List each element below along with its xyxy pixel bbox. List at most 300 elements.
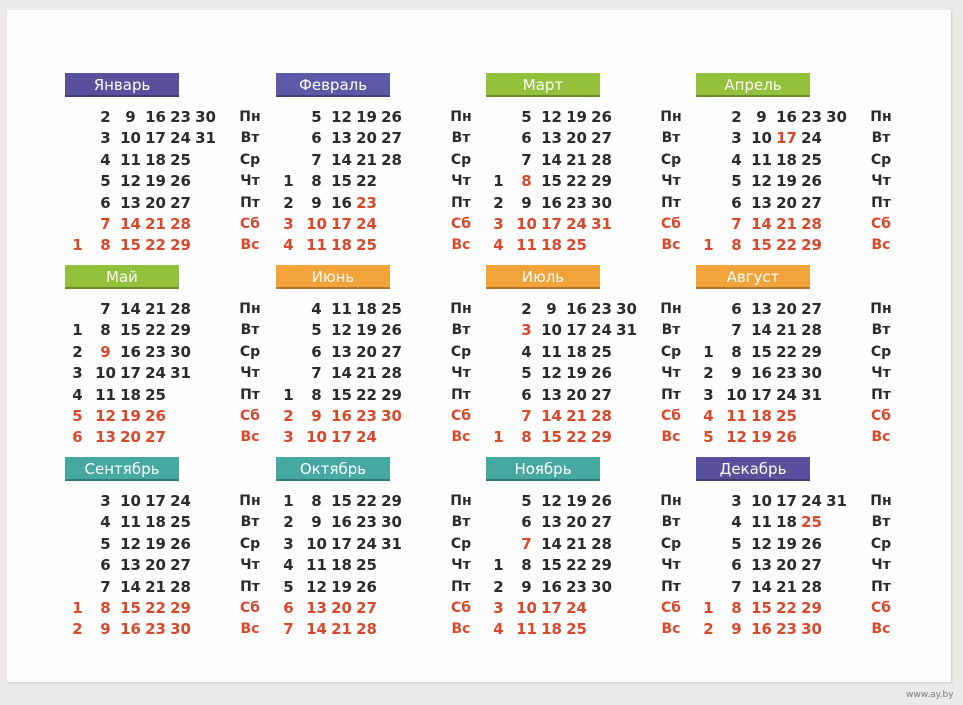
- day-cell: 20: [120, 428, 141, 447]
- day-cell: 12: [751, 172, 772, 191]
- day-cell: 2: [731, 108, 742, 126]
- day-cell: 11: [516, 620, 537, 639]
- weekday-label: Пт: [240, 386, 260, 403]
- day-cell: 12: [306, 577, 327, 596]
- day-cell: 27: [801, 556, 822, 575]
- day-cell: 7: [731, 215, 742, 233]
- day-cell: 6: [100, 193, 111, 212]
- day-cell: 21: [145, 300, 166, 318]
- day-cell: 25: [801, 150, 822, 169]
- day-cell: 22: [356, 492, 377, 510]
- weekday-row: [696, 319, 907, 341]
- weekday-label: Вт: [240, 130, 260, 147]
- weekday-row: [65, 490, 276, 512]
- day-cell: 16: [751, 620, 772, 639]
- weekday-label: Вс: [871, 429, 891, 446]
- weekday-row: [276, 341, 487, 363]
- day-cell: 3: [731, 492, 742, 510]
- day-cell: 17: [145, 129, 166, 148]
- day-cell: 12: [120, 534, 141, 553]
- weekday-label: Ср: [660, 343, 682, 360]
- day-cell: 15: [541, 172, 562, 191]
- day-cell: 27: [381, 342, 402, 361]
- weekday-label: Ср: [870, 151, 892, 168]
- day-cell: 11: [120, 150, 141, 169]
- weekday-row: [276, 127, 487, 149]
- month-header: Март: [486, 73, 600, 97]
- day-cell: 29: [170, 236, 191, 255]
- weekday-row: [696, 106, 907, 128]
- weekday-label: Ср: [239, 343, 261, 360]
- day-cell: 8: [521, 172, 532, 191]
- weekday-label: Сб: [239, 216, 261, 232]
- day-cell: 4: [731, 150, 742, 169]
- day-cell: 14: [120, 215, 141, 233]
- weekday-label: Пн: [239, 493, 261, 509]
- month-header: Февраль: [276, 73, 390, 97]
- day-cell: 21: [145, 577, 166, 596]
- day-cell: 17: [541, 599, 562, 617]
- day-cell: 9: [546, 300, 557, 318]
- weekday-row: [486, 106, 697, 128]
- day-cell: 1: [493, 428, 504, 447]
- weekday-row: [696, 127, 907, 149]
- day-cell: 14: [751, 321, 772, 340]
- day-cell: 2: [283, 193, 294, 212]
- weekday-row: [696, 362, 907, 384]
- weekday-label: Ср: [870, 343, 892, 360]
- weekday-label: Пт: [661, 578, 681, 595]
- day-cell: 15: [331, 492, 352, 510]
- weekday-label: Вт: [871, 514, 891, 531]
- day-cell: 9: [125, 108, 136, 126]
- day-cell: 1: [283, 172, 294, 191]
- day-cell: 28: [381, 364, 402, 383]
- weekday-label: Вс: [451, 237, 471, 254]
- month-header: Август: [696, 265, 810, 289]
- day-cell: 17: [120, 364, 141, 383]
- weekday-row: [486, 362, 697, 384]
- day-cell: 17: [331, 428, 352, 447]
- weekday-label: Сб: [450, 600, 472, 616]
- month-11: [486, 457, 697, 642]
- day-cell: 18: [145, 513, 166, 532]
- weekday-label: Пн: [450, 109, 472, 125]
- day-cell: 29: [801, 236, 822, 255]
- month-8: [696, 265, 907, 450]
- weekday-row: [696, 554, 907, 576]
- day-cell: 29: [801, 599, 822, 617]
- day-cell: 16: [120, 342, 141, 361]
- day-cell: 17: [776, 492, 797, 510]
- day-cell: 13: [306, 599, 327, 617]
- weekday-row: [696, 618, 907, 640]
- day-cell: 18: [356, 300, 377, 318]
- day-cell: 31: [195, 129, 216, 148]
- day-cell: 2: [493, 577, 504, 596]
- day-cell: 8: [731, 599, 742, 617]
- weekday-label: Сб: [239, 408, 261, 424]
- day-cell: 25: [776, 407, 797, 425]
- weekday-label: Пт: [871, 578, 891, 595]
- day-cell: 28: [170, 300, 191, 318]
- weekday-row: [65, 127, 276, 149]
- day-cell: 9: [731, 364, 742, 383]
- weekday-row: [65, 362, 276, 384]
- weekday-label: Сб: [870, 408, 892, 424]
- day-cell: 10: [726, 385, 747, 404]
- day-cell: 13: [751, 193, 772, 212]
- day-cell: 6: [731, 300, 742, 318]
- weekday-row: [486, 149, 697, 171]
- month-1: [65, 73, 276, 258]
- day-cell: 14: [541, 150, 562, 169]
- weekday-label: Ср: [239, 151, 261, 168]
- day-cell: 20: [356, 342, 377, 361]
- weekday-label: Вс: [871, 621, 891, 638]
- day-cell: 1: [72, 321, 83, 340]
- day-cell: 29: [170, 599, 191, 617]
- day-cell: 1: [283, 492, 294, 510]
- weekday-label: Пн: [239, 301, 261, 317]
- weekday-row: [65, 384, 276, 406]
- day-cell: 17: [541, 215, 562, 233]
- day-cell: 19: [356, 108, 377, 126]
- day-cell: 9: [311, 407, 322, 425]
- day-cell: 5: [521, 492, 532, 510]
- day-cell: 20: [145, 556, 166, 575]
- day-cell: 17: [145, 492, 166, 510]
- month-7: [486, 265, 697, 450]
- day-cell: 7: [521, 407, 532, 425]
- weekday-label: Вт: [240, 322, 260, 339]
- day-cell: 14: [120, 300, 141, 318]
- day-cell: 31: [801, 385, 822, 404]
- day-cell: 28: [170, 577, 191, 596]
- month-header: Январь: [65, 73, 179, 97]
- day-cell: 25: [566, 236, 587, 255]
- day-cell: 21: [776, 321, 797, 340]
- day-cell: 27: [381, 129, 402, 148]
- day-cell: 12: [541, 364, 562, 383]
- weekday-row: [486, 576, 697, 598]
- weekday-row: [696, 213, 907, 235]
- day-cell: 30: [195, 108, 216, 126]
- day-cell: 5: [100, 172, 111, 191]
- day-cell: 13: [331, 129, 352, 148]
- day-cell: 9: [311, 193, 322, 212]
- day-cell: 13: [541, 385, 562, 404]
- weekday-label: Вт: [451, 514, 471, 531]
- day-cell: 16: [776, 108, 797, 126]
- day-cell: 11: [751, 150, 772, 169]
- day-cell: 14: [751, 215, 772, 233]
- day-cell: 22: [145, 236, 166, 255]
- day-cell: 6: [100, 556, 111, 575]
- day-cell: 22: [776, 236, 797, 255]
- day-cell: 9: [521, 577, 532, 596]
- weekday-label: Вт: [451, 322, 471, 339]
- day-cell: 18: [331, 236, 352, 255]
- weekday-label: Сб: [450, 216, 472, 232]
- weekday-row: [276, 384, 487, 406]
- day-cell: 25: [566, 620, 587, 639]
- day-cell: 31: [381, 534, 402, 553]
- weekday-row: [696, 298, 907, 320]
- day-cell: 21: [145, 215, 166, 233]
- day-cell: 13: [95, 428, 116, 447]
- weekday-row: [486, 533, 697, 555]
- weekday-row: [65, 319, 276, 341]
- weekday-row: [486, 234, 697, 256]
- day-cell: 19: [566, 108, 587, 126]
- weekday-row: [276, 490, 487, 512]
- day-cell: 2: [703, 364, 714, 383]
- day-cell: 22: [566, 428, 587, 447]
- day-cell: 12: [120, 172, 141, 191]
- month-6: [276, 265, 487, 450]
- day-cell: 15: [541, 556, 562, 575]
- day-cell: 25: [801, 513, 822, 532]
- day-cell: 18: [751, 407, 772, 425]
- weekday-label: Пт: [451, 194, 471, 211]
- day-cell: 19: [356, 321, 377, 340]
- day-cell: 22: [776, 342, 797, 361]
- weekday-label: Вт: [661, 322, 681, 339]
- day-cell: 21: [331, 620, 352, 639]
- day-cell: 11: [306, 556, 327, 575]
- day-cell: 12: [331, 321, 352, 340]
- day-cell: 28: [591, 150, 612, 169]
- day-cell: 13: [751, 556, 772, 575]
- weekday-label: Вс: [661, 621, 681, 638]
- month-4: [696, 73, 907, 258]
- weekday-row: [276, 405, 487, 427]
- day-cell: 3: [72, 364, 83, 383]
- day-cell: 5: [100, 534, 111, 553]
- month-12: [696, 457, 907, 642]
- day-cell: 1: [72, 599, 83, 617]
- day-cell: 31: [826, 492, 847, 510]
- weekday-row: [276, 170, 487, 192]
- day-cell: 23: [566, 193, 587, 212]
- day-cell: 7: [731, 577, 742, 596]
- day-cell: 6: [521, 513, 532, 532]
- day-cell: 11: [120, 513, 141, 532]
- day-cell: 10: [516, 215, 537, 233]
- day-cell: 27: [145, 428, 166, 447]
- day-cell: 18: [776, 150, 797, 169]
- day-cell: 19: [331, 577, 352, 596]
- weekday-label: Чт: [240, 173, 260, 190]
- day-cell: 10: [120, 492, 141, 510]
- weekday-row: [65, 149, 276, 171]
- day-cell: 23: [356, 193, 377, 212]
- weekday-row: [276, 234, 487, 256]
- day-cell: 10: [541, 321, 562, 340]
- weekday-label: Вт: [871, 322, 891, 339]
- day-cell: 30: [381, 407, 402, 425]
- weekday-row: [696, 170, 907, 192]
- day-cell: 6: [521, 385, 532, 404]
- day-cell: 9: [731, 620, 742, 639]
- weekday-row: [276, 618, 487, 640]
- day-cell: 4: [703, 407, 714, 425]
- day-cell: 26: [801, 172, 822, 191]
- day-cell: 19: [145, 172, 166, 191]
- day-cell: 15: [120, 236, 141, 255]
- weekday-row: [65, 426, 276, 448]
- weekday-label: Чт: [451, 557, 471, 574]
- weekday-label: Пн: [450, 301, 472, 317]
- day-cell: 4: [521, 342, 532, 361]
- day-cell: 22: [566, 172, 587, 191]
- day-cell: 8: [311, 385, 322, 404]
- day-cell: 14: [331, 364, 352, 383]
- weekday-label: Сб: [450, 408, 472, 424]
- weekday-label: Пт: [661, 386, 681, 403]
- day-cell: 24: [145, 364, 166, 383]
- day-cell: 9: [311, 513, 322, 532]
- day-cell: 13: [541, 513, 562, 532]
- day-cell: 2: [521, 300, 532, 318]
- day-cell: 23: [356, 407, 377, 425]
- weekday-row: [696, 597, 907, 619]
- day-cell: 22: [566, 556, 587, 575]
- day-cell: 20: [776, 556, 797, 575]
- weekday-label: Вс: [661, 429, 681, 446]
- day-cell: 2: [100, 108, 111, 126]
- day-cell: 28: [801, 215, 822, 233]
- day-cell: 19: [751, 428, 772, 447]
- day-cell: 21: [566, 150, 587, 169]
- day-cell: 24: [356, 428, 377, 447]
- day-cell: 22: [145, 599, 166, 617]
- day-cell: 6: [283, 599, 294, 617]
- day-cell: 19: [120, 407, 141, 425]
- day-cell: 27: [356, 599, 377, 617]
- day-cell: 3: [521, 321, 532, 340]
- weekday-label: Сб: [239, 600, 261, 616]
- day-cell: 23: [145, 342, 166, 361]
- day-cell: 13: [541, 129, 562, 148]
- weekday-row: [276, 298, 487, 320]
- weekday-row: [486, 341, 697, 363]
- day-cell: 13: [331, 342, 352, 361]
- weekday-row: [65, 192, 276, 214]
- day-cell: 5: [283, 577, 294, 596]
- weekday-label: Чт: [451, 173, 471, 190]
- day-cell: 4: [283, 236, 294, 255]
- day-cell: 10: [751, 492, 772, 510]
- weekday-row: [65, 618, 276, 640]
- day-cell: 19: [145, 534, 166, 553]
- day-cell: 17: [566, 321, 587, 340]
- day-cell: 26: [591, 364, 612, 383]
- weekday-label: Ср: [870, 535, 892, 552]
- month-header: Октябрь: [276, 457, 390, 481]
- day-cell: 15: [541, 428, 562, 447]
- calendar-card: [7, 10, 951, 682]
- day-cell: 23: [170, 108, 191, 126]
- day-cell: 12: [331, 108, 352, 126]
- day-cell: 26: [170, 534, 191, 553]
- weekday-label: Пн: [660, 109, 682, 125]
- day-cell: 18: [120, 385, 141, 404]
- day-cell: 15: [331, 172, 352, 191]
- day-cell: 23: [356, 513, 377, 532]
- day-cell: 26: [381, 321, 402, 340]
- weekday-row: [696, 149, 907, 171]
- weekday-label: Пт: [240, 194, 260, 211]
- day-cell: 15: [751, 236, 772, 255]
- weekday-row: [65, 213, 276, 235]
- month-header: Сентябрь: [65, 457, 179, 481]
- day-cell: 31: [616, 321, 637, 340]
- weekday-label: Сб: [870, 216, 892, 232]
- weekday-row: [696, 192, 907, 214]
- day-cell: 22: [356, 172, 377, 191]
- day-cell: 31: [170, 364, 191, 383]
- day-cell: 27: [801, 300, 822, 318]
- day-cell: 30: [381, 513, 402, 532]
- day-cell: 7: [100, 577, 111, 596]
- day-cell: 4: [72, 385, 83, 404]
- day-cell: 24: [801, 129, 822, 148]
- weekday-label: Пн: [239, 109, 261, 125]
- weekday-label: Ср: [450, 343, 472, 360]
- weekday-label: Пт: [451, 386, 471, 403]
- weekday-label: Чт: [451, 365, 471, 382]
- day-cell: 3: [100, 129, 111, 148]
- day-cell: 20: [331, 599, 352, 617]
- day-cell: 14: [120, 577, 141, 596]
- day-cell: 28: [356, 620, 377, 639]
- day-cell: 13: [751, 300, 772, 318]
- weekday-row: [486, 192, 697, 214]
- day-cell: 15: [751, 342, 772, 361]
- day-cell: 16: [331, 193, 352, 212]
- weekday-label: Пт: [240, 578, 260, 595]
- day-cell: 21: [356, 364, 377, 383]
- day-cell: 20: [356, 129, 377, 148]
- day-cell: 20: [776, 300, 797, 318]
- day-cell: 16: [566, 300, 587, 318]
- day-cell: 25: [591, 342, 612, 361]
- weekday-label: Пн: [870, 301, 892, 317]
- day-cell: 11: [516, 236, 537, 255]
- day-cell: 26: [801, 534, 822, 553]
- day-cell: 26: [356, 577, 377, 596]
- day-cell: 12: [541, 492, 562, 510]
- day-cell: 8: [731, 342, 742, 361]
- weekday-label: Вс: [240, 429, 260, 446]
- day-cell: 9: [756, 108, 767, 126]
- weekday-row: [276, 149, 487, 171]
- weekday-label: Пн: [450, 493, 472, 509]
- weekday-row: [65, 554, 276, 576]
- day-cell: 6: [311, 342, 322, 361]
- weekday-label: Ср: [450, 151, 472, 168]
- day-cell: 27: [170, 193, 191, 212]
- day-cell: 2: [703, 620, 714, 639]
- day-cell: 3: [100, 492, 111, 510]
- day-cell: 10: [306, 534, 327, 553]
- day-cell: 21: [776, 215, 797, 233]
- day-cell: 23: [566, 577, 587, 596]
- weekday-label: Чт: [661, 173, 681, 190]
- day-cell: 11: [95, 385, 116, 404]
